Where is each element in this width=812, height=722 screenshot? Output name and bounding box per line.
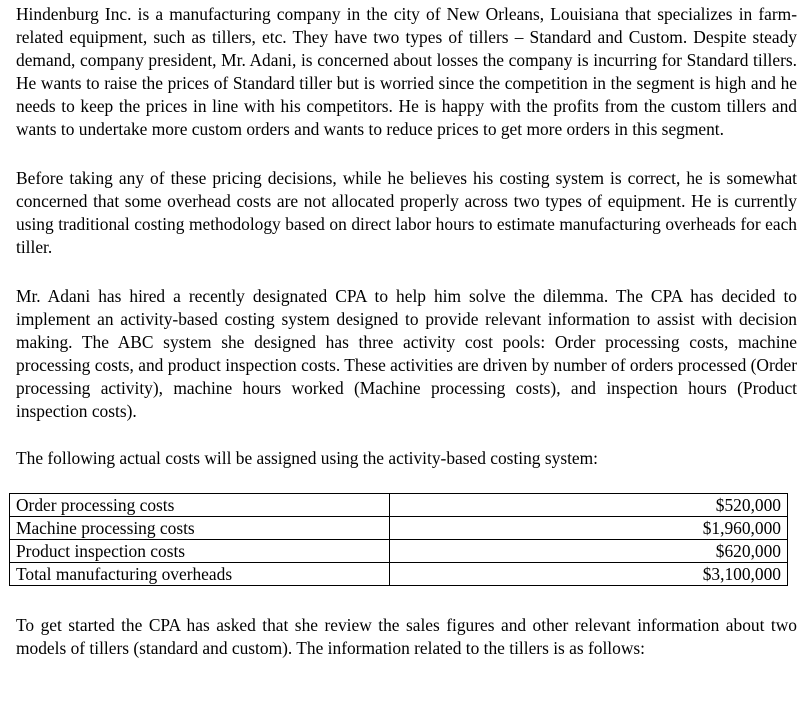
cost-label: Product inspection costs bbox=[10, 540, 390, 563]
overhead-cost-table bbox=[9, 493, 788, 586]
cost-label: Machine processing costs bbox=[10, 517, 390, 540]
intro-paragraph: Hindenburg Inc. is a manufacturing company in the city of New Orleans, Louisiana that specializes in farm-related equipment, such as tillers, etc. They have two types of tillers – Standard and Custom. Despite steady demand, company president, Mr. Adani, is concerned about losses the company is incurring for Standard tillers. He wants to raise the prices of Standard tiller but is worried since the competition in the segment is high and he needs to keep the prices in line with his competitors. He is happy with the profits from the custom tillers and wants to undertake more custom orders and wants to reduce prices to get more orders in this segment. bbox=[16, 4, 797, 139]
cpa-paragraph: Mr. Adani has hired a recently designated CPA to help him solve the dilemma. The CPA has decided to implement an activity-based costing system designed to provide relevant information to assist with decision making. The ABC system she designed has three activity cost pools: Order processing costs, machine processing costs, and product inspection costs. These activities are driven by number of orders processed (Order processing activity), machine hours worked (Machine processing costs), and inspection hours (Product inspection costs). bbox=[16, 286, 797, 421]
concern-paragraph: Before taking any of these pricing decisions, while he believes his costing system is correct, he is somewhat concerned that some overhead costs are not allocated properly across two types of equipment. He is currently using traditional costing methodology based on direct labor hours to estimate manufacturing overheads for each tiller. bbox=[16, 168, 797, 257]
document-body bbox=[16, 0, 797, 660]
closing-paragraph: To get started the CPA has asked that she review the sales figures and other relevant information about two models of tillers (standard and custom). The information related to the tillers is as follows: bbox=[16, 615, 797, 658]
cost-amount: $1,960,000 bbox=[390, 517, 788, 540]
cost-amount: $620,000 bbox=[390, 540, 788, 563]
table-row bbox=[10, 517, 788, 540]
table-row bbox=[10, 540, 788, 563]
cost-label: Order processing costs bbox=[10, 494, 390, 517]
total-label: Total manufacturing overheads bbox=[10, 563, 390, 586]
table-row-total bbox=[10, 563, 788, 586]
cost-amount: $520,000 bbox=[390, 494, 788, 517]
table-row bbox=[10, 494, 788, 517]
table-intro-paragraph: The following actual costs will be assigned using the activity-based costing system: bbox=[16, 448, 598, 468]
total-amount: $3,100,000 bbox=[390, 563, 788, 586]
